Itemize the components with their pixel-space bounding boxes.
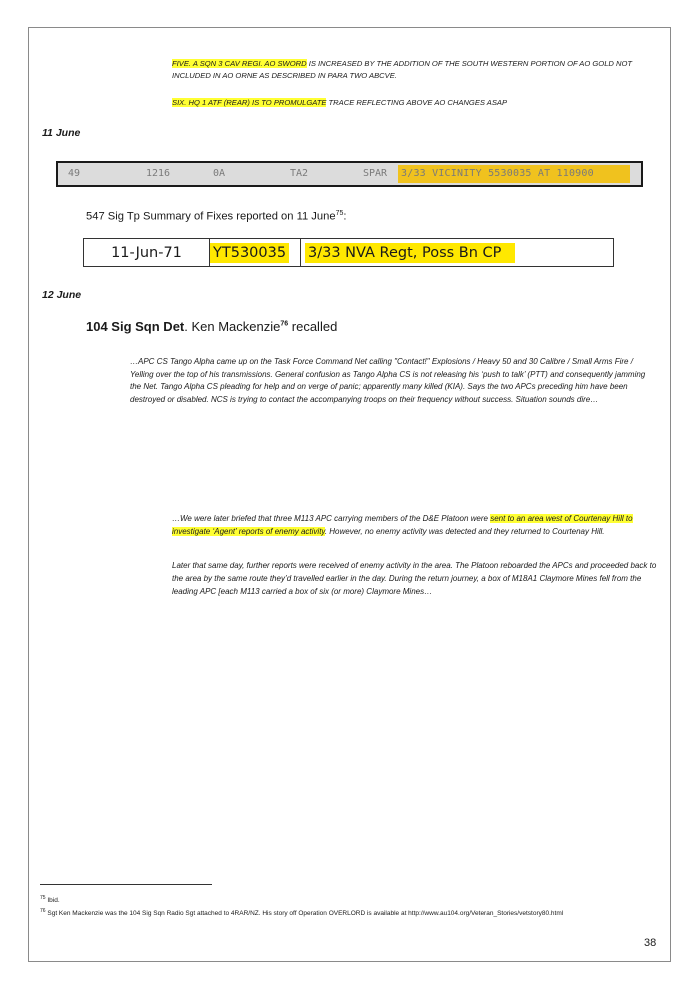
log-message: 3/33 VICINITY 5530035 AT 110900	[401, 168, 594, 179]
fix-unit-cell	[301, 239, 614, 267]
page-number: 38	[644, 937, 657, 949]
footnote-divider	[40, 884, 212, 885]
order-five-highlight: FIVE. A SQN 3 CAV REGI. AO SWORD	[172, 59, 307, 68]
fix-date-cell: 11-Jun-71	[84, 239, 210, 267]
fix-grid-cell	[210, 239, 301, 267]
signal-log-excerpt	[56, 161, 643, 187]
fixes-table	[83, 238, 614, 267]
date-heading-11-june: 11 June	[42, 127, 81, 139]
footnote-ref-75[interactable]: 75	[335, 210, 344, 217]
fixes-caption-end: :	[343, 210, 347, 223]
section-title-bold: 104 Sig Sqn Det	[86, 319, 185, 334]
quote-paragraph-3: Later that same day, further reports were received of enemy activity in the area. The Platoon reboarded the APCs and proceeded back to the area by the same route they’d travelled earlier in the day. During the return journey, a box of M18A1 Claymore Mines fell from the leading APC [each M113 carried a box of six (or more) Claymore Mines…	[172, 561, 657, 596]
date-heading-12-june: 12 June	[42, 289, 82, 301]
quote-2-start: …We were later briefed that three M113 APC carrying members of the D&E Platoon were	[172, 514, 491, 523]
footnote-75-number: 75	[40, 895, 46, 901]
footnote-76-text: Sgt Ken Mackenzie was the 104 Sig Sqn Radio Sgt attached to 4RAR/NZ. His story off Operation OVERLORD is available at http://www.au104.org/Veteran_Stories/vetstory80.html	[45, 910, 564, 918]
footnote-76	[40, 907, 640, 918]
fixes-caption	[86, 210, 346, 223]
section-title-text: . Ken Mackenzie	[184, 319, 281, 334]
table-row	[84, 239, 614, 267]
log-station: TA2	[290, 168, 309, 179]
order-six-text: TRACE REFLECTING ABOVE AO CHANGES ASAP	[326, 98, 508, 107]
footnote-75-text: Ibid.	[45, 897, 60, 905]
fix-unit-value: 3/33 NVA Regt, Poss Bn CP	[305, 243, 515, 263]
section-title	[86, 319, 337, 334]
order-paragraph-five	[172, 58, 652, 82]
footnote-75	[40, 894, 640, 905]
fix-grid-value: YT530035	[210, 243, 289, 263]
quote-2-end: . However, no enemy activity was detected and they returned to Courtenay Hill.	[324, 526, 605, 536]
quote-paragraph-1: …APC CS Tango Alpha came up on the Task Force Command Net calling "Contact!" Explosions / Heavy 50 and 30 Calibre / Small Arms Fire / Yelling over the top of his transmissions. General confusion as Tango Alpha CS is not releasing his ‘push to talk’ (PTT) and consequently jamming the Net. Tango Alpha CS pleading for help and on verge of panic; apparently many killed (KIA). Says the two APCs preceding him have been destroyed or disabled. NCS is trying to contact the accompanying troops on their frequency without success. Situation sounds dire…	[130, 357, 646, 405]
footnote-76-number: 76	[40, 908, 46, 914]
log-type: SPAR	[363, 168, 388, 179]
order-five-text: IS INCREASED BY THE ADDITION OF THE SOUTH WESTERN PORTION OF AO GOLD NOT INCLUDED IN AO ORNE AS DESCRIBED IN PARA TWO ABCVE.	[172, 59, 633, 80]
order-six-highlight: SIX. HQ 1 ATF (REAR) IS TO PROMULGATE	[172, 98, 327, 107]
footnote-ref-76[interactable]: 76	[280, 320, 289, 328]
order-paragraph-six	[172, 97, 652, 109]
quote-2-highlight: sent to an area west of Courtenay Hill to investigate ‘Agent’ reports of enemy activity	[172, 514, 633, 536]
fixes-caption-text: 547 Sig Tp Summary of Fixes reported on 11 June	[86, 210, 336, 223]
log-serial: 49	[68, 168, 81, 179]
quote-paragraph-2	[172, 513, 657, 539]
log-code: 0A	[213, 168, 226, 179]
log-time: 1216	[146, 168, 171, 179]
section-title-end: recalled	[288, 319, 338, 334]
